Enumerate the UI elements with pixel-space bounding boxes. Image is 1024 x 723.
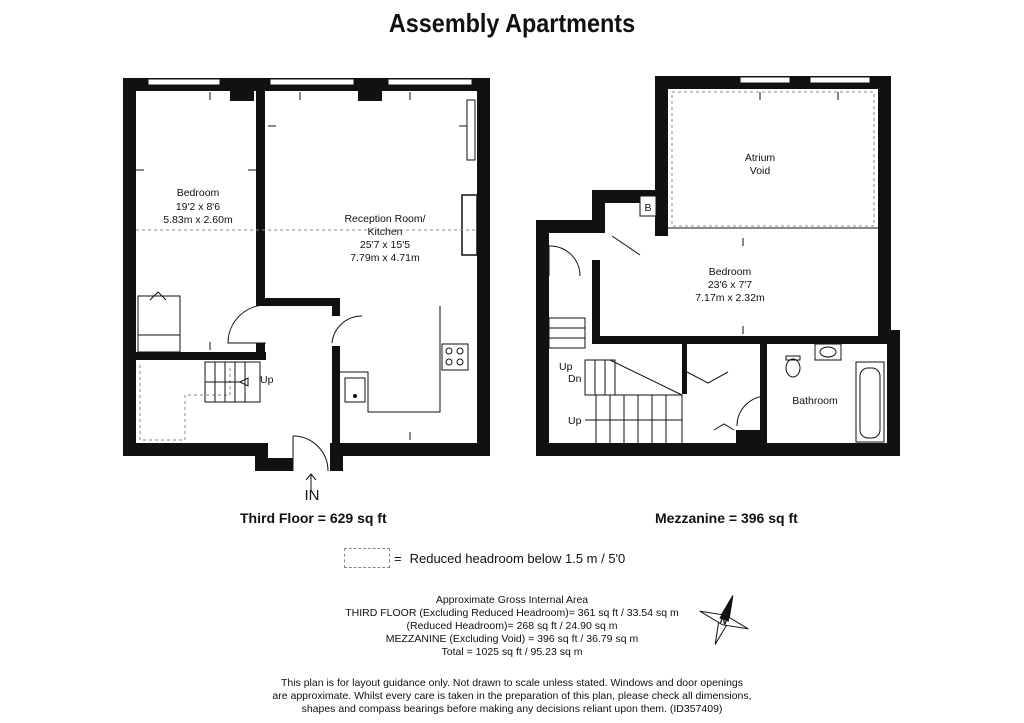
toilet [786,359,800,377]
bedroom-third-name: Bedroom [176,187,220,199]
third-stairs-up-label: Up [260,374,274,386]
area-line: MEZZANINE (Excluding Void) = 396 sq ft / 36.79 sq m [385,633,639,645]
mezz-stairs-up2-label: Up [568,415,582,427]
atrium-label-2: Void [749,165,771,177]
chimney-breast [462,195,477,255]
disclaimer-line: This plan is for layout guidance only. Not drawn to scale unless stated. Windows and door openings [280,677,744,689]
window-markers [136,92,467,440]
atrium-label-1: Atrium [744,152,776,164]
bedroom-third-metric: 5.83m x 2.60m [163,214,233,226]
disclaimer-line: shapes and compass bearings before making any decisions reliant upon them. (ID357409) [301,703,723,715]
third-floor-plan [123,78,490,490]
wardrobe [138,292,180,352]
disclaimer-line: are approximate. Whilst every care is taken in the preparation of this plan, please check all dimensions, [272,690,752,702]
disclaimer [0,677,1024,716]
compass-north-label: N [718,615,729,628]
mezzanine-caption: Mezzanine = 396 sq ft [655,510,798,526]
area-line: Approximate Gross Internal Area [435,594,589,606]
area-line: THIRD FLOOR (Excluding Reduced Headroom)= 361 sq ft / 33.54 sq m [345,607,679,619]
legend [344,548,625,568]
bathroom-label: Bathroom [792,395,838,407]
kitchen-units [340,306,468,412]
boiler-label: B [644,202,652,214]
bathroom-fixtures [786,344,884,442]
bedroom-third-imperial: 19'2 x 8'6 [175,201,221,213]
bedroom-mezz-metric: 7.17m x 2.32m [695,292,765,304]
bedroom-mezz-imperial: 23'6 x 7'7 [707,279,753,291]
third-floor-caption: Third Floor = 629 sq ft [240,510,387,526]
bedroom-mezz-name: Bedroom [708,266,752,278]
mezz-stairs-down-label: Dn [568,373,582,385]
area-line: Total = 1025 sq ft / 95.23 sq m [441,646,583,658]
mezz-stairs-up-label: Up [559,361,573,373]
area-line: (Reduced Headroom)= 268 sq ft / 24.90 sq m [406,620,618,632]
hob [442,344,468,370]
area-summary [0,594,1024,659]
legend-text: Reduced headroom below 1.5 m / 5'0 [409,550,626,566]
plan-title: Assembly Apartments [388,8,636,38]
reduced-headroom-swatch [344,548,390,568]
compass-icon [696,592,752,648]
reception-metric: 7.79m x 4.71m [350,252,420,264]
basin [815,344,841,360]
reception-name-1: Reception Room/ [344,213,426,225]
reduced-headroom-lines [136,230,477,440]
third-floor-windows [148,79,475,160]
reception-imperial: 25'7 x 15'5 [359,239,411,251]
legend-equals: = [394,550,402,566]
entrance-label: IN [304,487,320,504]
third-floor-stairs [205,362,260,402]
reception-name-2: Kitchen [367,226,403,238]
